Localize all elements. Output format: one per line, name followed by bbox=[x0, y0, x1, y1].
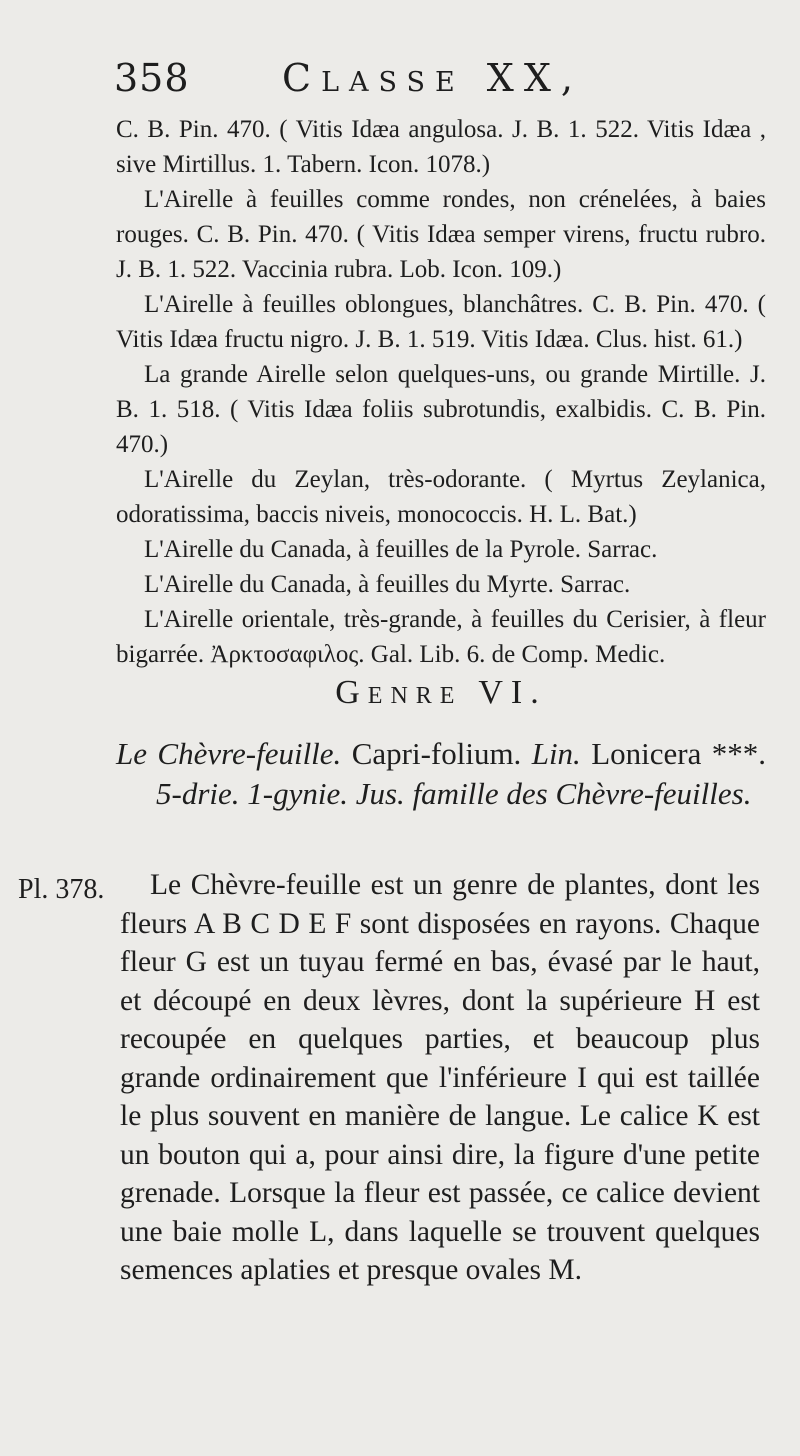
genre-heading: Genre VI. bbox=[335, 674, 547, 711]
linnaeus-label: Lin. bbox=[531, 736, 581, 771]
pistil-order: 1-gynie. bbox=[247, 776, 348, 811]
genus-french-name: Le Chèvre-feuille. bbox=[116, 736, 342, 771]
genus-description: Le Chèvre-feuille est un genre de plantes, dont les fleurs A B C D E F sont disposées en rayons. Chaque fleur G est un tuyau fermé en bas, évasé par le haut, et découpé en deux lèvres, dont la supérieure H est recoupée en quelques parties, et beaucoup plus grande ordinairement que l'inférieure I qui est taillée le plus souvent en manière de langue. Le calice K est un bouton qui a, pour ainsi dire, la figure d'une petite grenade. Lorsque la fleur est passée, ce calice devient une baie molle L, dans laquelle se trouvent quelques semences aplaties et presque ovales M. bbox=[120, 869, 760, 1286]
species-entry: L'Airelle du Canada, à feuilles de la Pyrole. Sarrac. bbox=[144, 536, 658, 563]
species-list bbox=[116, 112, 766, 672]
stamen-class: 5-drie. bbox=[156, 776, 240, 811]
species-entry: La grande Airelle selon quelques-uns, ou grande Mirtille. J. B. 1. 518. ( Vitis Idæa foliis subrotundis, exalbidis. C. B. Pin. 470.) bbox=[116, 361, 766, 458]
jussieu-label: Jus. bbox=[355, 776, 405, 811]
page-header bbox=[114, 56, 614, 104]
species-entry: C. B. Pin. 470. ( Vitis Idæa angulosa. J. B. 1. 522. Vitis Idæa , sive Mirtillus. 1. Tabern. Icon. 1078.) bbox=[116, 116, 766, 178]
page-number: 358 bbox=[114, 56, 190, 100]
species-entry: L'Airelle du Zeylan, très-odorante. ( Myrtus Zeylanica, odoratissima, baccis niveis, monococcis. H. L. Bat.) bbox=[116, 466, 766, 528]
running-head: Classe XX, bbox=[282, 56, 583, 100]
species-entry: L'Airelle du Canada, à feuilles du Myrte. Sarrac. bbox=[144, 571, 631, 598]
lonicera-name: Lonicera ***. bbox=[591, 736, 766, 771]
genus-latin-name: Capri-folium. bbox=[351, 736, 522, 771]
genus-name bbox=[116, 734, 766, 814]
plate-reference: Pl. 378. bbox=[18, 874, 105, 905]
species-entry: L'Airelle orientale, très-grande, à feuilles du Cerisier, à fleur bigarrée. Ἀρκτοσαφιλος. Gal. Lib. 6. de Comp. Medic. bbox=[116, 606, 766, 668]
family-name: famille des Chèvre-feuilles. bbox=[412, 776, 752, 811]
species-entry: L'Airelle à feuilles oblongues, blanchâtres. C. B. Pin. 470. ( Vitis Idæa fructu nigro. J. B. 1. 519. Vitis Idæa. Clus. hist. 61.) bbox=[116, 291, 766, 353]
species-entry: L'Airelle à feuilles comme rondes, non crénelées, à baies rouges. C. B. Pin. 470. ( Vitis Idæa semper virens, fructu rubro. J. B. 1. 522. Vaccinia rubra. Lob. Icon. 109.) bbox=[116, 186, 766, 283]
